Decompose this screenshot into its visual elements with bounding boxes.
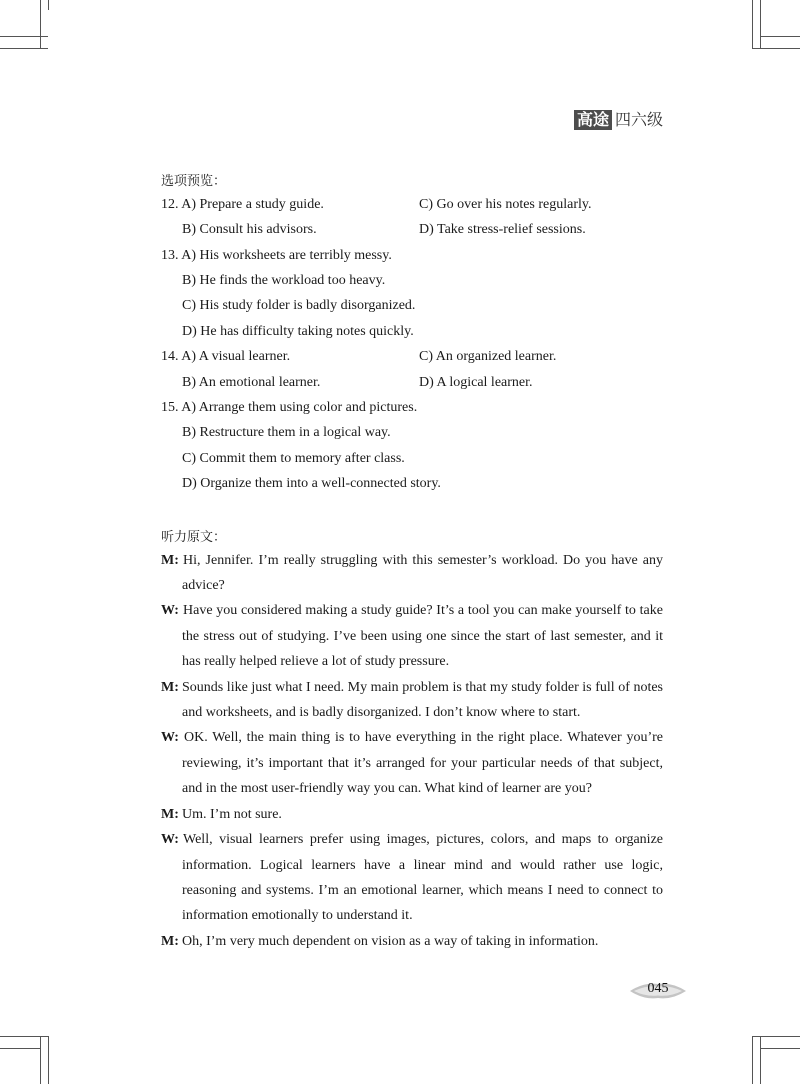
dialogue-line: advice? bbox=[182, 578, 225, 593]
speaker-label: M: bbox=[161, 680, 179, 695]
brand-box: 高途 bbox=[574, 110, 612, 130]
speaker-label: M: bbox=[161, 553, 179, 568]
crop-mark bbox=[40, 1036, 41, 1084]
speaker-label: M: bbox=[161, 807, 179, 822]
option-15b: B) Restructure them in a logical way. bbox=[182, 425, 391, 440]
option-12c: C) Go over his notes regularly. bbox=[419, 197, 592, 212]
crop-mark bbox=[752, 1036, 753, 1084]
option-14d: D) A logical learner. bbox=[419, 375, 533, 390]
dialogue-line: Um. I’m not sure. bbox=[182, 807, 282, 822]
option-15a: 15. A) Arrange them using color and pictures. bbox=[161, 400, 418, 415]
dialogue-line: Hi, Jennifer. I’m really struggling with this semester’s workload. Do you have any bbox=[183, 553, 663, 568]
dialogue-line: Sounds like just what I need. My main problem is that my study folder is full of notes bbox=[182, 680, 663, 695]
crop-mark bbox=[752, 0, 753, 48]
crop-mark bbox=[48, 1036, 49, 1084]
brand-text: 四六级 bbox=[614, 110, 663, 129]
speaker-label: W: bbox=[161, 603, 179, 618]
option-13b: B) He finds the workload too heavy. bbox=[182, 273, 386, 288]
dialogue-line: the stress out of studying. I’ve been using one since the start of last semester, and it bbox=[182, 629, 663, 644]
option-12d: D) Take stress-relief sessions. bbox=[419, 222, 586, 237]
crop-mark bbox=[760, 36, 800, 37]
option-13a: 13. A) His worksheets are terribly messy. bbox=[161, 248, 392, 263]
speaker-label: W: bbox=[161, 832, 179, 847]
crop-mark bbox=[48, 0, 49, 10]
option-13d: D) He has difficulty taking notes quickly. bbox=[182, 324, 414, 339]
dialogue-line: information. Logical learners have a linear mind and would rather use logic, bbox=[182, 858, 663, 873]
dialogue-line: Well, visual learners prefer using images, pictures, colors, and maps to organize bbox=[183, 832, 663, 847]
dialogue-line: and in the most user-friendly way you can. What kind of learner are you? bbox=[182, 781, 592, 796]
speaker-label: W: bbox=[161, 730, 179, 745]
page-number bbox=[630, 980, 686, 1002]
crop-mark bbox=[0, 1036, 48, 1037]
option-15c: C) Commit them to memory after class. bbox=[182, 451, 405, 466]
dialogue-line: reviewing, it’s important that it’s arranged for your particular needs of that subject, bbox=[182, 756, 663, 771]
dialogue-line: and worksheets, and is badly disorganized. I don’t know where to start. bbox=[182, 705, 581, 720]
crop-mark bbox=[0, 48, 48, 49]
option-13c: C) His study folder is badly disorganized. bbox=[182, 298, 416, 313]
page-number-text: 045 bbox=[647, 981, 669, 996]
crop-mark bbox=[752, 48, 800, 49]
option-15d: D) Organize them into a well-connected story. bbox=[182, 476, 441, 491]
dialogue-line: OK. Well, the main thing is to have everything in the right place. Whatever you’re bbox=[184, 730, 663, 745]
option-12b: B) Consult his advisors. bbox=[182, 222, 317, 237]
speaker-label: M: bbox=[161, 934, 179, 949]
crop-mark bbox=[0, 36, 48, 37]
transcript-heading: 听力原文： bbox=[161, 530, 227, 545]
crop-mark bbox=[40, 0, 41, 48]
crop-mark bbox=[760, 1036, 761, 1084]
option-14c: C) An organized learner. bbox=[419, 349, 557, 364]
dialogue-line: has really helped relieve a lot of study pressure. bbox=[182, 654, 450, 669]
dialogue-line: Have you considered making a study guide? It’s a tool you can make yourself to take bbox=[183, 603, 663, 618]
crop-mark bbox=[760, 0, 761, 48]
crop-mark bbox=[752, 1036, 800, 1037]
brand-logo bbox=[574, 110, 663, 130]
preview-heading: 选项预览： bbox=[161, 174, 227, 189]
crop-mark bbox=[0, 1048, 40, 1049]
option-12a: 12. A) Prepare a study guide. bbox=[161, 197, 324, 212]
dialogue-line: information emotionally to understand it. bbox=[182, 908, 413, 923]
option-14a: 14. A) A visual learner. bbox=[161, 349, 291, 364]
dialogue-line: Oh, I’m very much dependent on vision as a way of taking in information. bbox=[182, 934, 599, 949]
dialogue-line: reasoning and systems. I’m an emotional learner, which means I need to connect to bbox=[182, 883, 663, 898]
crop-mark bbox=[760, 1048, 800, 1049]
option-14b: B) An emotional learner. bbox=[182, 375, 321, 390]
